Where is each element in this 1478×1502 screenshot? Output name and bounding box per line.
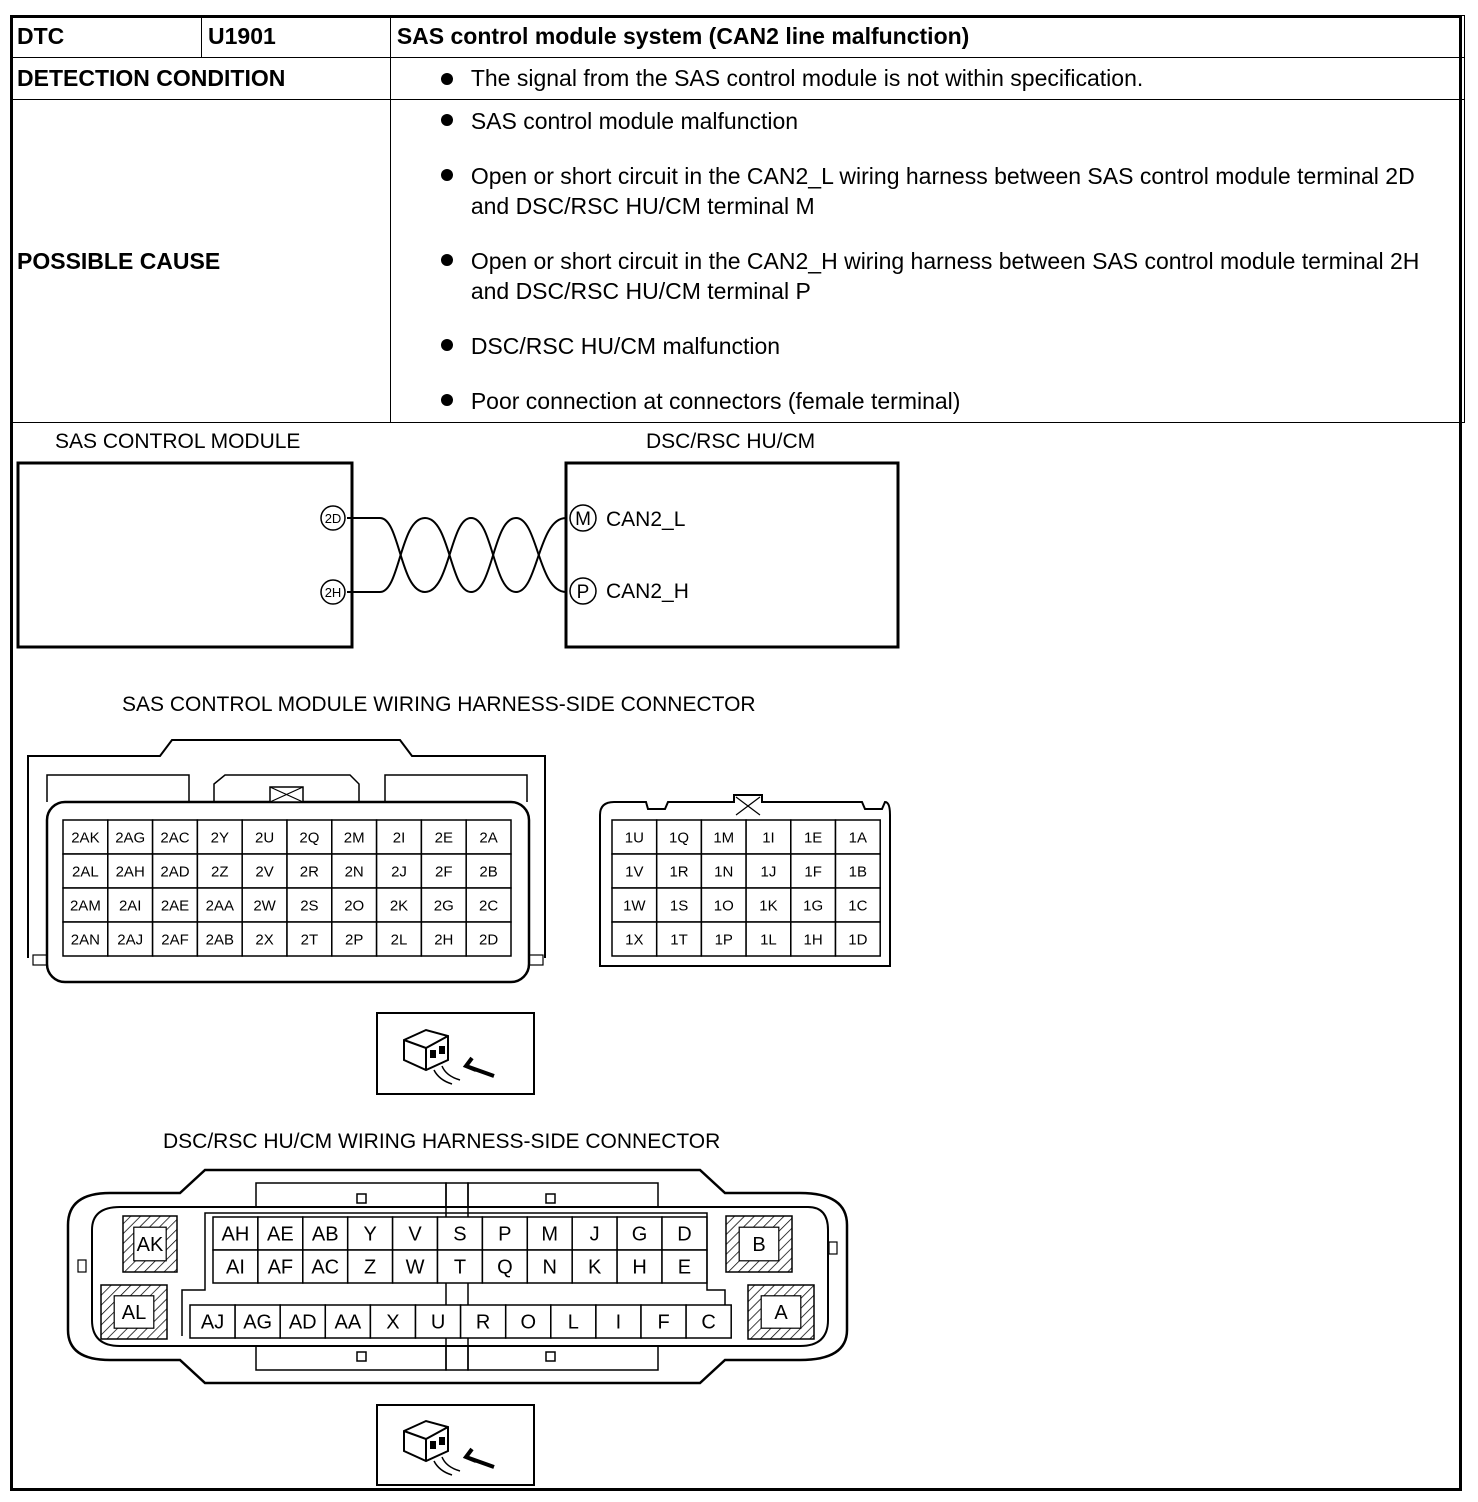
dsc-pin-label: P — [498, 1223, 512, 1246]
sas-pin-label: 2AA — [205, 897, 234, 915]
terminal-2d-label: 2D — [324, 511, 342, 526]
dsc-pin-label: U — [430, 1311, 446, 1334]
sas-pin-label: 2A — [479, 829, 498, 847]
dsc-pin-label: AJ — [200, 1311, 225, 1334]
sas-pin-label: 2Y — [210, 829, 229, 847]
dsc-pin-label: V — [408, 1223, 422, 1246]
sas-pin-label: 2J — [391, 863, 407, 881]
dsc-pin-label: Q — [497, 1256, 513, 1279]
sas-pin-1-label: 1J — [760, 863, 777, 881]
sas-pin-1-label: 1V — [625, 863, 644, 881]
dsc-corner-pin-label: A — [774, 1302, 788, 1325]
sas-pin-1-label: 1T — [670, 931, 688, 949]
sas-pin-label: 2AF — [161, 931, 189, 949]
dsc-pin-label: S — [453, 1223, 467, 1246]
dsc-pin-label: L — [567, 1311, 579, 1334]
cause-item: SAS control module malfunction — [397, 106, 1424, 136]
sas-pin-1-label: 1R — [669, 863, 689, 881]
dsc-pin-label: D — [677, 1223, 692, 1246]
sas-pin-label: 2C — [479, 897, 499, 915]
sas-pin-1-label: 1I — [762, 829, 775, 847]
can2-l-wire — [347, 518, 566, 592]
sas-pin-1-label: 1D — [848, 931, 868, 949]
dsc-pin-label: AF — [267, 1256, 294, 1279]
sas-pin-1-label: 1E — [803, 829, 823, 847]
sas-pin-label: 2T — [300, 931, 319, 949]
sas-pin-label: 2M — [343, 829, 365, 847]
sas-pin-label: 2AH — [115, 863, 145, 881]
connector-plug-icon — [404, 1030, 494, 1084]
sas-pin-label: 2G — [433, 897, 454, 915]
sas-pin-label: 2Z — [211, 863, 229, 881]
dsc-pin-label: Z — [364, 1256, 377, 1279]
dsc-module-box — [566, 463, 898, 647]
terminal-p-label: P — [576, 582, 590, 603]
sas-module-title: SAS CONTROL MODULE — [55, 430, 301, 453]
sas-pin-label: 2AJ — [117, 931, 144, 949]
sas-pin-1-label: 1K — [759, 897, 778, 915]
dsc-pin-label: E — [677, 1256, 692, 1279]
can2-h-label: CAN2_H — [606, 580, 689, 603]
cause-item: Open or short circuit in the CAN2_H wiring harness between SAS control module terminal 2H and DSC/RSC HU/CM terminal P — [397, 246, 1424, 306]
cause-label: POSSIBLE CAUSE — [11, 100, 391, 423]
sas-pin-label: 2AI — [118, 897, 142, 915]
dsc-pin-label: J — [589, 1223, 600, 1246]
dsc-pin-label: I — [615, 1311, 622, 1334]
dsc-connector-title: DSC/RSC HU/CM WIRING HARNESS-SIDE CONNECTOR — [163, 1130, 721, 1153]
dsc-corner-pin-label: AK — [136, 1234, 164, 1257]
dsc-corner-pin-label: AL — [121, 1302, 147, 1325]
sas-pin-label: 2H — [434, 931, 454, 949]
dsc-pin-label: R — [475, 1311, 491, 1334]
terminal-2h-label: 2H — [324, 585, 342, 600]
dsc-pin-label: AC — [311, 1256, 340, 1279]
sas-pin-1-label: 1B — [848, 863, 868, 881]
sas-pin-label: 2B — [479, 863, 498, 881]
dsc-connector-grid — [101, 1216, 814, 1339]
sas-pin-label: 2AK — [71, 829, 100, 847]
dsc-module-title: DSC/RSC HU/CM — [646, 430, 816, 453]
sas-pin-label: 2AB — [205, 931, 234, 949]
dsc-pin-label: AA — [334, 1311, 362, 1334]
sas-pin-label: 2W — [253, 897, 276, 915]
dsc-pin-label: H — [632, 1256, 647, 1279]
sas-pin-1-label: 1A — [848, 829, 868, 847]
dsc-pin-label: T — [453, 1256, 467, 1279]
cause-item: Open or short circuit in the CAN2_L wiring harness between SAS control module terminal 2D and DSC/RSC HU/CM terminal M — [397, 161, 1424, 221]
dsc-pin-label: W — [405, 1256, 425, 1279]
can2-h-wire — [347, 518, 566, 592]
sas-pin-label: 2F — [435, 863, 453, 881]
sas-pin-1-label: 1L — [760, 931, 777, 949]
dsc-pin-label: AE — [267, 1223, 294, 1246]
dsc-pin-label: N — [542, 1256, 557, 1279]
sas-pin-1-label: 1C — [848, 897, 868, 915]
dtc-code: U1901 — [202, 16, 391, 58]
sas-pin-label: 2N — [344, 863, 364, 881]
dtc-title: SAS control module system (CAN2 line malfunction) — [390, 16, 1464, 58]
sas-pin-label: 2P — [345, 931, 364, 949]
dsc-pin-label: G — [631, 1223, 648, 1246]
dsc-pin-label: F — [657, 1311, 670, 1334]
dtc-label: DTC — [11, 16, 202, 58]
sas-pin-label: 2AM — [69, 897, 101, 915]
sas-pin-label: 2AN — [70, 931, 100, 949]
sas-connector-grid-2 — [63, 820, 511, 956]
sas-pin-label: 2AC — [160, 829, 190, 847]
sas-pin-label: 2AG — [115, 829, 146, 847]
sas-pin-label: 2E — [434, 829, 453, 847]
sas-pin-label: 2X — [255, 931, 274, 949]
sas-pin-label: 2Q — [299, 829, 320, 847]
dsc-pin-label: AI — [225, 1256, 245, 1279]
detection-item: The signal from the SAS control module is not within specification. — [397, 65, 1458, 92]
dsc-pin-label: AG — [243, 1311, 273, 1334]
sas-pin-label: 2L — [390, 931, 408, 949]
dsc-pin-label: AD — [288, 1311, 317, 1334]
sas-pin-label: 2R — [299, 863, 319, 881]
cause-item: DSC/RSC HU/CM malfunction — [397, 331, 1424, 361]
sas-pin-label: 2AD — [160, 863, 190, 881]
sas-pin-label: 2AL — [72, 863, 99, 881]
sas-pin-label: 2I — [392, 829, 406, 847]
sas-pin-label: 2V — [255, 863, 274, 881]
dsc-pin-label: X — [386, 1311, 400, 1334]
dsc-pin-label: C — [701, 1311, 716, 1334]
sas-pin-label: 2K — [389, 897, 409, 915]
connector-plug-icon — [404, 1421, 494, 1475]
sas-connector-title: SAS CONTROL MODULE WIRING HARNESS-SIDE CONNECTOR — [122, 693, 756, 716]
sas-module-box — [18, 463, 352, 647]
sas-pin-label: 2S — [300, 897, 319, 915]
dsc-pin-label: O — [520, 1311, 537, 1334]
sas-pin-label: 2D — [479, 931, 499, 949]
sas-pin-1-label: 1M — [713, 829, 735, 847]
sas-pin-1-label: 1O — [713, 897, 734, 915]
sas-pin-1-label: 1P — [714, 931, 733, 949]
sas-pin-1-label: 1N — [714, 863, 734, 881]
detection-label: DETECTION CONDITION — [11, 58, 391, 100]
sas-pin-1-label: 1F — [804, 863, 822, 881]
connector-view-icon-1 — [377, 1013, 534, 1094]
dsc-pin-label: AB — [311, 1223, 339, 1246]
dsc-pin-label: K — [587, 1256, 602, 1279]
sas-pin-1-label: 1X — [625, 931, 644, 949]
sas-connector-grid-1 — [612, 820, 880, 956]
dsc-pin-label: AH — [221, 1223, 250, 1246]
sas-pin-1-label: 1U — [624, 829, 644, 847]
dsc-pin-label: M — [541, 1223, 559, 1246]
connector-view-icon-2 — [377, 1405, 534, 1485]
sas-pin-label: 2AE — [160, 897, 190, 915]
cause-item: Poor connection at connectors (female terminal) — [397, 386, 1424, 416]
sas-pin-1-label: 1H — [803, 931, 823, 949]
sas-pin-label: 2O — [344, 897, 365, 915]
dsc-pin-label: Y — [363, 1223, 377, 1246]
sas-pin-1-label: 1W — [623, 897, 646, 915]
sas-pin-1-label: 1S — [669, 897, 689, 915]
can2-l-label: CAN2_L — [606, 508, 686, 531]
sas-pin-1-label: 1Q — [669, 829, 690, 847]
dsc-corner-pin-label: B — [752, 1234, 766, 1257]
sas-pin-label: 2U — [255, 829, 275, 847]
terminal-m-label: M — [575, 509, 591, 530]
sas-pin-1-label: 1G — [803, 897, 824, 915]
